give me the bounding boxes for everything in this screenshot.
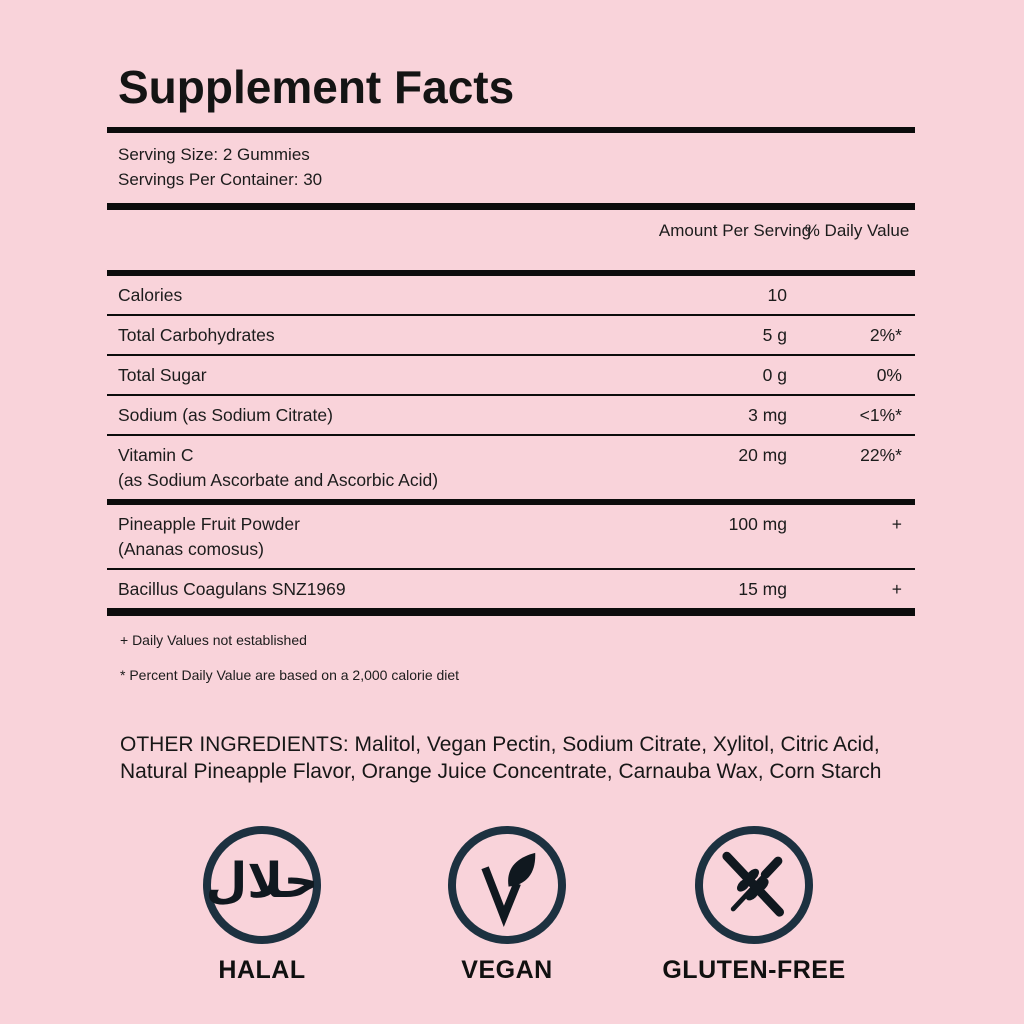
vegan-badge-label: VEGAN bbox=[461, 956, 553, 984]
footnote-daily-values: + Daily Values not established bbox=[120, 631, 307, 648]
nutrient-name: Sodium (as Sodium Citrate) bbox=[118, 404, 333, 425]
nutrient-name: Vitamin C bbox=[118, 444, 194, 465]
table-row-calories bbox=[107, 276, 915, 314]
table-row-total-sugar bbox=[107, 356, 915, 394]
table-row-sodium bbox=[107, 396, 915, 434]
amount-value: 20 mg bbox=[738, 444, 787, 465]
daily-value: 0% bbox=[876, 364, 902, 385]
column-header-amount: Amount Per Serving bbox=[658, 220, 812, 240]
gluten-free-badge-ring bbox=[695, 826, 813, 944]
page-title: Supplement Facts bbox=[118, 61, 515, 113]
serving-info bbox=[107, 133, 915, 203]
divider-under-serving-info bbox=[107, 203, 915, 210]
footnote-percent-dv: * Percent Daily Value are based on a 2,000 calorie diet bbox=[120, 666, 460, 683]
table-row-vitamin-c bbox=[107, 436, 915, 499]
table-row-total-carbohydrates bbox=[107, 316, 915, 354]
other-ingredients: OTHER INGREDIENTS: Malitol, Vegan Pectin, Sodium Citrate, Xylitol, Citric Acid, Natural Pineapple Flavor, Orange Juice Concentrate, Carnauba Wax, Corn Starch bbox=[120, 732, 882, 784]
halal-badge bbox=[152, 826, 372, 985]
halal-badge-label: HALAL bbox=[218, 956, 306, 984]
halal-arabic-calligraphy-icon: حلال bbox=[205, 853, 319, 909]
gluten-free-badge bbox=[644, 826, 864, 985]
certification-badges bbox=[0, 826, 1024, 1016]
vegan-badge bbox=[397, 826, 617, 985]
gluten-free-badge-label: GLUTEN-FREE bbox=[662, 956, 846, 984]
nutrient-subname: (as Sodium Ascorbate and Ascorbic Acid) bbox=[118, 469, 439, 490]
amount-value: 0 g bbox=[762, 364, 787, 385]
daily-value: 22%* bbox=[860, 444, 902, 465]
nutrient-subname: (Ananas comosus) bbox=[118, 538, 264, 559]
column-header-daily-value: % Daily Value bbox=[804, 220, 910, 240]
daily-value: <1%* bbox=[859, 404, 902, 425]
table-bottom-divider bbox=[107, 608, 915, 616]
nutrient-name: Calories bbox=[118, 284, 183, 305]
table-header-row bbox=[107, 210, 915, 270]
supplement-facts-panel bbox=[107, 0, 915, 786]
halal-badge-ring bbox=[203, 826, 321, 944]
serving-size: Serving Size: 2 Gummies bbox=[118, 144, 310, 164]
nutrient-name: Bacillus Coagulans SNZ1969 bbox=[118, 578, 346, 599]
nutrient-name: Total Sugar bbox=[118, 364, 207, 385]
nutrient-name: Total Carbohydrates bbox=[118, 324, 275, 345]
amount-value: 100 mg bbox=[728, 513, 787, 534]
amount-value: 3 mg bbox=[748, 404, 787, 425]
vegan-badge-ring bbox=[448, 826, 566, 944]
nutrient-name: Pineapple Fruit Powder bbox=[118, 513, 300, 534]
amount-value: 5 g bbox=[762, 324, 787, 345]
amount-value: 10 bbox=[767, 284, 787, 305]
daily-value: + bbox=[891, 578, 902, 599]
table-row-bacillus-coagulans bbox=[107, 570, 915, 608]
daily-value: 2%* bbox=[869, 324, 902, 345]
v-with-leaf-icon bbox=[460, 838, 554, 932]
table-row-pineapple-fruit-powder bbox=[107, 505, 915, 568]
crossed-wheat-icon bbox=[706, 837, 802, 933]
amount-value: 15 mg bbox=[738, 578, 787, 599]
servings-per-container: Servings Per Container: 30 bbox=[118, 169, 323, 189]
daily-value: + bbox=[891, 513, 902, 534]
